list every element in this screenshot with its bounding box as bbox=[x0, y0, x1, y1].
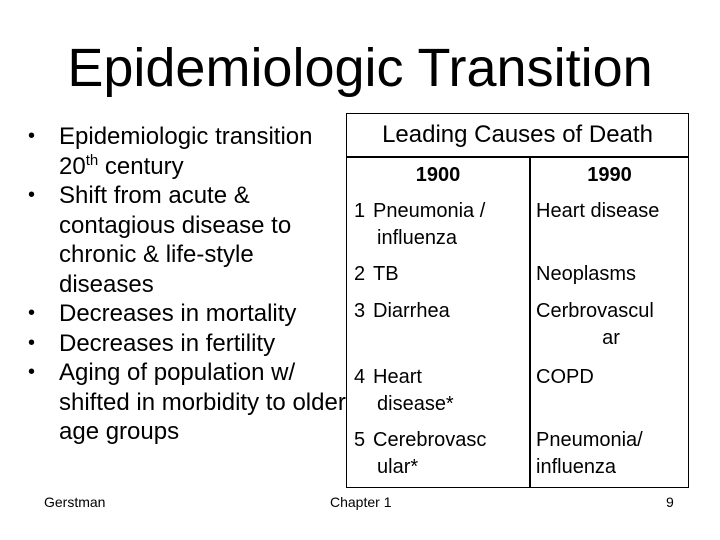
cause-1990-3: Cerbrovascul ar bbox=[536, 300, 654, 349]
slide-title: Epidemiologic Transition bbox=[67, 38, 653, 98]
bullet-item: • Shift from acute & contagious disease to chronic & life-style diseases bbox=[28, 181, 346, 299]
bullet-item: • Decreases in mortality bbox=[28, 299, 346, 329]
rank-5: 5 bbox=[354, 429, 366, 451]
rank-2: 2 bbox=[354, 263, 366, 285]
year-header-1990: 1990 bbox=[587, 164, 632, 186]
superscript: th bbox=[85, 151, 99, 169]
page-number: 9 bbox=[666, 494, 674, 510]
cause-1990-2: Neoplasms bbox=[536, 263, 637, 285]
year-header-1900: 1900 bbox=[415, 164, 461, 186]
cause-1900-2: TB bbox=[373, 263, 399, 285]
cause-1990-4: COPD bbox=[536, 366, 594, 388]
bullet-item: • Decreases in fertility bbox=[28, 329, 346, 359]
cause-1900-1: Pneumonia / influenza bbox=[373, 200, 486, 249]
causes-of-death-table bbox=[346, 113, 689, 488]
table-column-divider bbox=[529, 156, 531, 487]
cause-1990-1: Heart disease bbox=[536, 200, 660, 222]
cause-1900-3: Diarrhea bbox=[373, 300, 450, 322]
cause-1900-5: Cerebrovasc ular* bbox=[373, 429, 487, 478]
table-caption: Leading Causes of Death bbox=[382, 121, 653, 148]
rank-3: 3 bbox=[354, 300, 366, 322]
cause-1900-4: Heart disease* bbox=[373, 366, 454, 415]
bullet-item: • Aging of population w/ shifted in morbidity to older age groups bbox=[28, 358, 346, 447]
table-divider bbox=[347, 156, 688, 158]
footer-author: Gerstman bbox=[44, 494, 106, 510]
cause-1990-5: Pneumonia/ influenza bbox=[536, 429, 643, 478]
bullet-list bbox=[28, 122, 346, 447]
rank-4: 4 bbox=[354, 366, 366, 388]
footer-chapter: Chapter 1 bbox=[330, 494, 392, 510]
rank-1: 1 bbox=[354, 200, 366, 222]
bullet-item: • Epidemiologic transition 20th century bbox=[28, 122, 346, 181]
